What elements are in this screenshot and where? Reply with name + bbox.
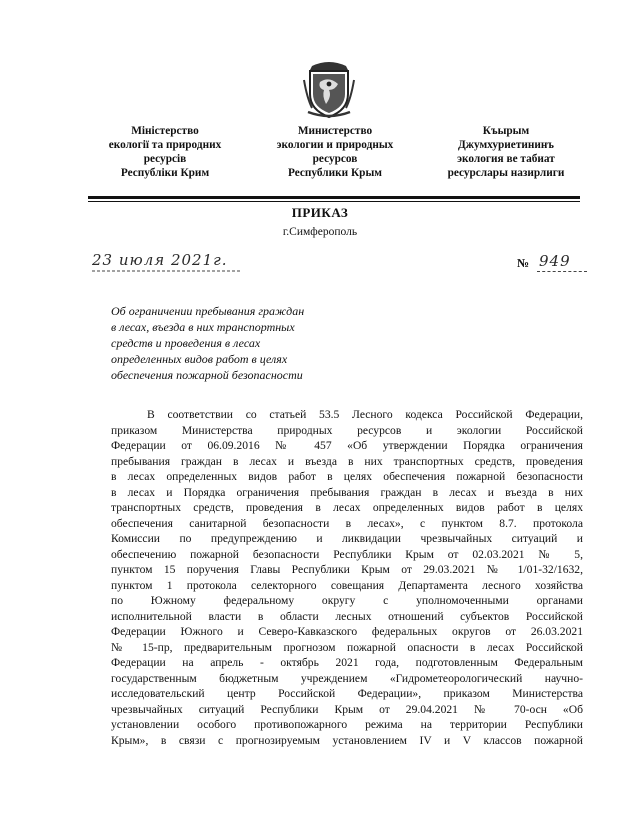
order-number — [517, 252, 589, 276]
body-line: исполнительной власти в области лесных отношений субъектов Российской — [111, 609, 583, 623]
body-line: чрезвычайных ситуаций Республики Крым от 29.04.2021 № 70-осн «Об — [111, 702, 583, 716]
body-line: исследовательский центр Российской Федерации», приказом Министерства — [111, 687, 583, 700]
body-line: приказом Министерства природных ресурсов и экологии Российской — [111, 423, 583, 437]
body-line: пунктом 15 поручения Главы Республики Крым от 29.03.2021 № 1/01-32/1632, — [111, 563, 583, 576]
date-underline-icon — [92, 250, 252, 276]
body-line: Федерации Южного и Северо-Кавказского федеральных округов от 26.03.2021 — [111, 625, 583, 638]
order-subject: Об ограничении пребывания граждан в лесах, въезда в них транспортных средств и проведения в лесах определенных видов работ в целях обеспечения пожарной безопасности — [111, 304, 305, 382]
body-line: государственным бюджетным учреждением «Гидрометеорологический научно- — [111, 671, 583, 685]
body-line: пребывания граждан в лесах и въезда в них транспортных средств, проведения — [111, 454, 583, 468]
order-date-handwritten: 23 июля 2021г. — [92, 251, 228, 269]
body-line: установлении особого противопожарного режима на территории Республики — [111, 718, 583, 731]
body-line: Комиссии по предупреждению и ликвидации чрезвычайных ситуаций и — [111, 532, 583, 545]
body-line: обеспечения санитарной безопасности в лесах», с пунктом 8.7. протокола — [111, 516, 583, 530]
order-date — [92, 250, 252, 276]
ministry-name-ukrainian: Міністерство екології та природних ресурсів Республіки Крим — [108, 125, 222, 179]
header-divider-thin — [88, 201, 580, 202]
header-divider-thick — [88, 196, 580, 199]
body-line: в лесах и Порядка ограничения пребывания граждан в лесах и въезда в них — [111, 485, 583, 499]
order-number-underline — [537, 271, 587, 273]
document-title: ПРИКАЗ — [291, 205, 349, 220]
document-city: г.Симферополь — [282, 226, 358, 238]
crimea-coat-of-arms-icon — [302, 60, 356, 120]
order-number-handwritten: 949 — [539, 252, 571, 270]
body-line: в лесах определенных видов работ в целях обеспечения пожарной безопасности — [111, 470, 583, 483]
body-line: Федерации на апрель - октябрь 2021 года, подготовленным Федеральным — [111, 656, 583, 669]
ministry-name-crimean-tatar: Къырым Джумхуриетининъ экология ве табиат ресурслары назирлиги — [447, 125, 565, 179]
body-line: № 15-пр, предварительным прогнозом пожарной опасности в лесах Российской — [111, 640, 583, 654]
ministry-header — [90, 124, 580, 184]
body-line: Крым», в связи с прогнозируемым установлением IV и V классов пожарной — [111, 733, 583, 747]
ministry-name-russian: Министерство экологии и природных ресурсов Республики Крым — [276, 125, 394, 179]
order-body — [111, 407, 583, 748]
body-line: пунктом 1 протокола селекторного совещания Департамента лесного хозяйства — [111, 578, 583, 592]
body-line: обеспечению пожарной безопасности Республики Крым от 02.03.2021 № 5, — [111, 547, 583, 561]
body-line: В соответствии со статьей 53.5 Лесного кодекса Российской Федерации, — [147, 408, 583, 421]
body-line: транспортных средств, проведения в лесах определенных видов работ в целях — [111, 501, 583, 514]
order-number-label: № — [517, 256, 530, 270]
body-line: по Южному федеральному округу с уполномоченными органами — [111, 594, 583, 607]
body-line: Федерации от 06.09.2016 № 457 «Об утверждении Порядка ограничения — [111, 439, 583, 452]
